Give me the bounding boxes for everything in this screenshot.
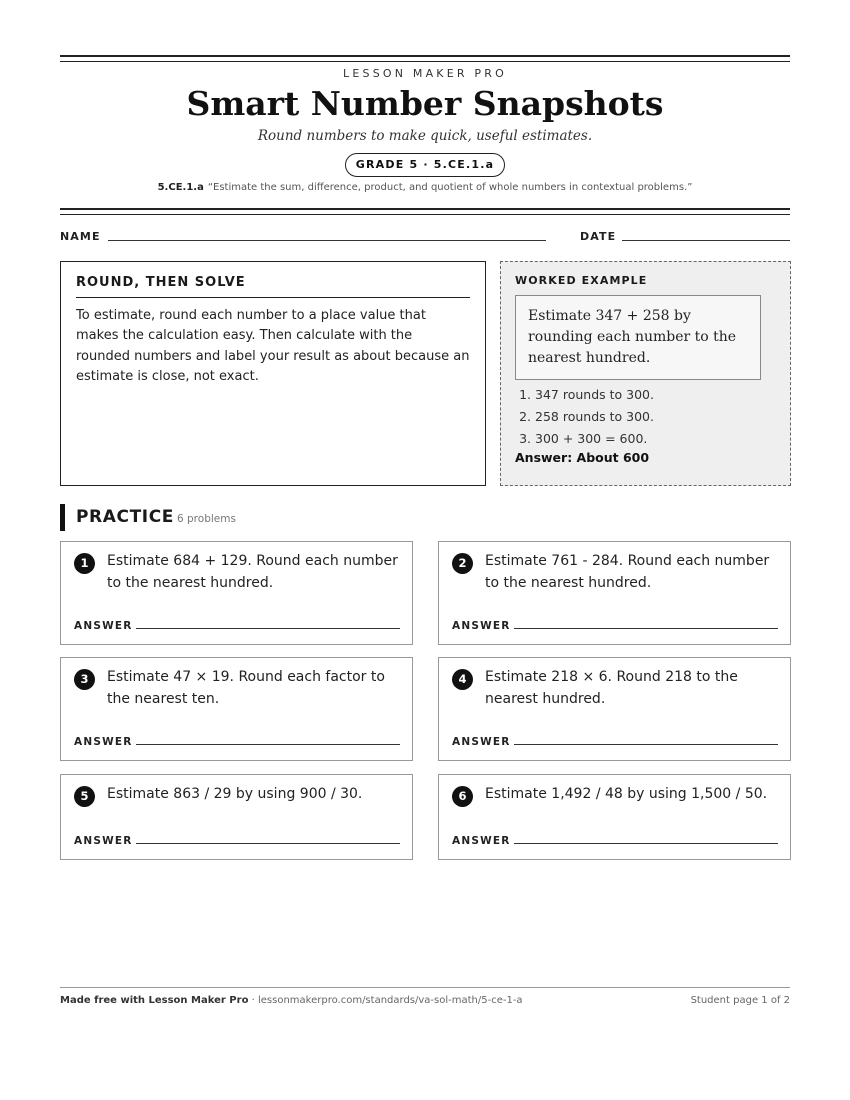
problem-card	[60, 541, 413, 645]
problem-text: Estimate 47 × 19. Round each factor to the nearest ten.	[107, 669, 385, 707]
problem-number: 2	[452, 553, 473, 574]
answer-label: ANSWER	[74, 620, 133, 632]
worked-example-steps	[515, 384, 776, 450]
problem-card	[438, 541, 791, 645]
answer-label: ANSWER	[74, 736, 133, 748]
problem-number: 1	[74, 553, 95, 574]
answer-label: ANSWER	[452, 620, 511, 632]
answer-field[interactable]	[514, 628, 778, 629]
problem-number: 6	[452, 786, 473, 807]
top-rule	[60, 55, 790, 62]
problem-card	[438, 774, 791, 860]
footer-rule	[60, 987, 790, 988]
worked-example-step: 1. 347 rounds to 300.	[535, 384, 776, 406]
round-then-solve-body: To estimate, round each number to a place value that makes the calculation easy. Then calculate with the rounded numbers and label your result as about because an estimate is close, not exact.	[76, 308, 470, 384]
brand-kicker: LESSON MAKER PRO	[343, 67, 507, 80]
page-subtitle: Round numbers to make quick, useful estimates.	[257, 128, 593, 144]
round-then-solve-panel	[60, 261, 486, 486]
round-then-solve-heading: ROUND, THEN SOLVE	[76, 275, 470, 298]
problem-card	[438, 657, 791, 761]
practice-count: 6 problems	[177, 513, 236, 525]
page-title: Smart Number Snapshots	[186, 84, 664, 123]
worked-example-step: 3. 300 + 300 = 600.	[535, 428, 776, 450]
footer-brand: Made free with Lesson Maker Pro	[60, 995, 249, 1006]
standard-line	[60, 182, 790, 193]
problem-number: 3	[74, 669, 95, 690]
answer-field[interactable]	[136, 744, 400, 745]
problem-card	[60, 774, 413, 860]
name-label: NAME	[60, 230, 101, 243]
problem-text: Estimate 761 - 284. Round each number to the nearest hundred.	[485, 553, 770, 591]
answer-label: ANSWER	[74, 835, 133, 847]
problem-text: Estimate 218 × 6. Round 218 to the nearest hundred.	[485, 669, 738, 707]
practice-accent-bar	[60, 504, 65, 531]
problem-number: 4	[452, 669, 473, 690]
answer-label: ANSWER	[452, 736, 511, 748]
problem-text: Estimate 1,492 / 48 by using 1,500 / 50.	[485, 786, 768, 802]
answer-field[interactable]	[136, 628, 400, 629]
answer-field[interactable]	[136, 843, 400, 844]
grade-badge: GRADE 5 · 5.CE.1.a	[345, 153, 505, 177]
problem-number: 5	[74, 786, 95, 807]
answer-label: ANSWER	[452, 835, 511, 847]
answer-field[interactable]	[514, 744, 778, 745]
standard-text: “Estimate the sum, difference, product, and quotient of whole numbers in contextual problems.”	[207, 182, 693, 193]
worked-example-heading: WORKED EXAMPLE	[515, 274, 648, 287]
worked-example-problem: Estimate 347 + 258 by rounding each number to the nearest hundred.	[515, 295, 761, 380]
worked-example-panel	[500, 261, 791, 486]
name-field[interactable]	[108, 240, 546, 241]
footer-credit	[60, 995, 523, 1006]
date-label: DATE	[580, 230, 617, 243]
footer-page-number: Student page 1 of 2	[690, 995, 790, 1006]
worked-example-answer: Answer: About 600	[515, 450, 650, 465]
practice-heading: PRACTICE	[76, 507, 174, 527]
worked-example-step: 2. 258 rounds to 300.	[535, 406, 776, 428]
footer-url[interactable]: · lessonmakerpro.com/standards/va-sol-math/5-ce-1-a	[248, 995, 523, 1006]
problem-text: Estimate 684 + 129. Round each number to the nearest hundred.	[107, 553, 398, 591]
standard-code: 5.CE.1.a	[157, 182, 204, 193]
problem-text: Estimate 863 / 29 by using 900 / 30.	[107, 786, 363, 802]
date-field[interactable]	[622, 240, 790, 241]
answer-field[interactable]	[514, 843, 778, 844]
problem-card	[60, 657, 413, 761]
header-bottom-rule	[60, 208, 790, 215]
